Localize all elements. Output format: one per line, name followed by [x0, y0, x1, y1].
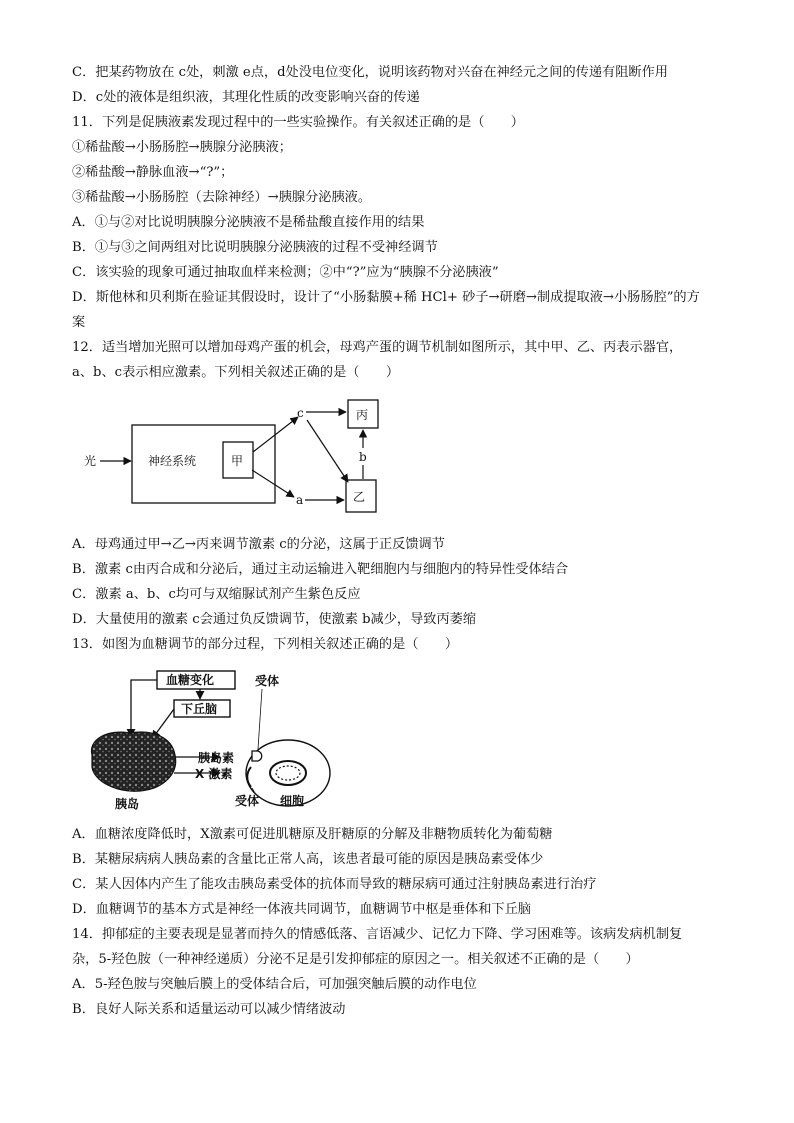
arrow-jia-to-a — [252, 470, 294, 497]
option-d: D．大量使用的激素 c会通过负反馈调节，使激素 b减少，导致丙萎缩 — [72, 612, 477, 627]
text-line: C．把某药物放在 c处，刺激 e点，d处没电位变化，说明该药物对兴奋在神经元之间的传递有阻断作用 — [72, 65, 668, 80]
label-yi: 乙 — [353, 490, 366, 504]
option-b: B．良好人际关系和适量运动可以减少情绪波动 — [72, 1002, 346, 1017]
text-line: D．c处的液体是组织液，其理化性质的改变影响兴奋的传递 — [72, 90, 420, 105]
figure-12-diagram — [80, 392, 400, 522]
arrow-c-to-yi — [307, 420, 348, 482]
option-d: D．血糖调节的基本方式是神经一体液共同调节，血糖调节中枢是垂体和下丘脑 — [72, 902, 531, 917]
text-line: ②稀盐酸→静脉血液→“?”； — [72, 165, 234, 180]
label-bing: 丙 — [356, 408, 369, 422]
label-nervous-system: 神经系统 — [148, 454, 197, 468]
label-x-hormone: X 激素 — [195, 767, 233, 781]
option-b: B．①与③之间两组对比说明胰腺分泌胰液的过程不受神经调节 — [72, 240, 438, 255]
label-blood-sugar-change: 血糖变化 — [166, 673, 215, 687]
label-insulin: 胰岛素 — [198, 751, 235, 765]
question-13-stem: 13．如图为血糖调节的部分过程，下列相关叙述正确的是（ ） — [72, 637, 459, 652]
label-hypothalamus: 下丘脑 — [181, 702, 218, 716]
label-light: 光 — [84, 454, 97, 468]
islet-shape — [91, 732, 175, 791]
label-receptor-top: 受体 — [255, 674, 280, 688]
label-receptor-bottom: 受体 — [235, 794, 260, 808]
option-a: A．①与②对比说明胰腺分泌胰液不是稀盐酸直接作用的结果 — [72, 215, 425, 230]
text-line: ③稀盐酸→小肠肠腔（去除神经）→胰腺分泌胰液。 — [72, 190, 372, 205]
insulin-receptor — [252, 751, 262, 761]
label-a: a — [296, 493, 304, 507]
text-line: 杂，5-羟色胺（一种神经递质）分泌不足是引发抑郁症的原因之一。相关叙述不正确的是（ ） — [72, 952, 639, 967]
label-b: b — [359, 450, 367, 464]
option-c: C．某人因体内产生了能攻击胰岛素受体的抗体而导致的糖尿病可通过注射胰岛素进行治疗 — [72, 877, 597, 892]
label-jia: 甲 — [231, 454, 244, 468]
text-line: 案 — [72, 315, 86, 330]
question-12-stem: 12．适当增加光照可以增加母鸡产蛋的机会，母鸡产蛋的调节机制如图所示，其中甲、乙、丙表示器官， — [72, 340, 683, 355]
label-cell: 细胞 — [280, 794, 305, 808]
option-a: A．母鸡通过甲→乙→丙来调节激素 c的分泌，这属于正反馈调节 — [72, 537, 445, 552]
option-c: C．激素 a、b、c均可与双缩脲试剂产生紫色反应 — [72, 587, 361, 602]
option-b: B．某糖尿病病人胰岛素的含量比正常人高，该患者最可能的原因是胰岛素受体少 — [72, 852, 544, 867]
arrow-sugar-to-islet — [131, 680, 157, 737]
text-line: ①稀盐酸→小肠肠腔→胰腺分泌胰液； — [72, 140, 292, 155]
option-a: A．5-羟色胺与突触后膜上的受体结合后，可加强突触后膜的动作电位 — [72, 977, 477, 992]
option-d: D．斯他林和贝利斯在验证其假设时，设计了“小肠黏膜+稀 HCl+ 砂子→研磨→制成提取液→小肠肠腔”的方 — [72, 290, 700, 305]
option-b: B．激素 c由丙合成和分泌后，通过主动运输进入靶细胞内与细胞内的特异性受体结合 — [72, 562, 569, 577]
question-14-stem: 14．抑郁症的主要表现是显著而持久的情感低落、言语减少、记忆力下降、学习困难等。该病发病机制复 — [72, 927, 683, 942]
option-c: C．该实验的现象可通过抽取血样来检测；②中“?”应为“胰腺不分泌胰液” — [72, 265, 499, 280]
nucleus-shape — [270, 761, 306, 785]
label-c: c — [297, 406, 304, 420]
figure-13-diagram — [80, 663, 340, 813]
option-a: A．血糖浓度降低时，X激素可促进肌糖原及肝糖原的分解及非糖物质转化为葡萄糖 — [72, 827, 553, 842]
receptor-pointer-top — [258, 689, 262, 749]
text-line: a、b、c表示相应激素。下列相关叙述正确的是（ ） — [72, 365, 400, 380]
label-islet: 胰岛 — [115, 797, 140, 811]
question-11-stem: 11．下列是促胰液素发现过程中的一些实验操作。有关叙述正确的是（ ） — [72, 115, 524, 130]
